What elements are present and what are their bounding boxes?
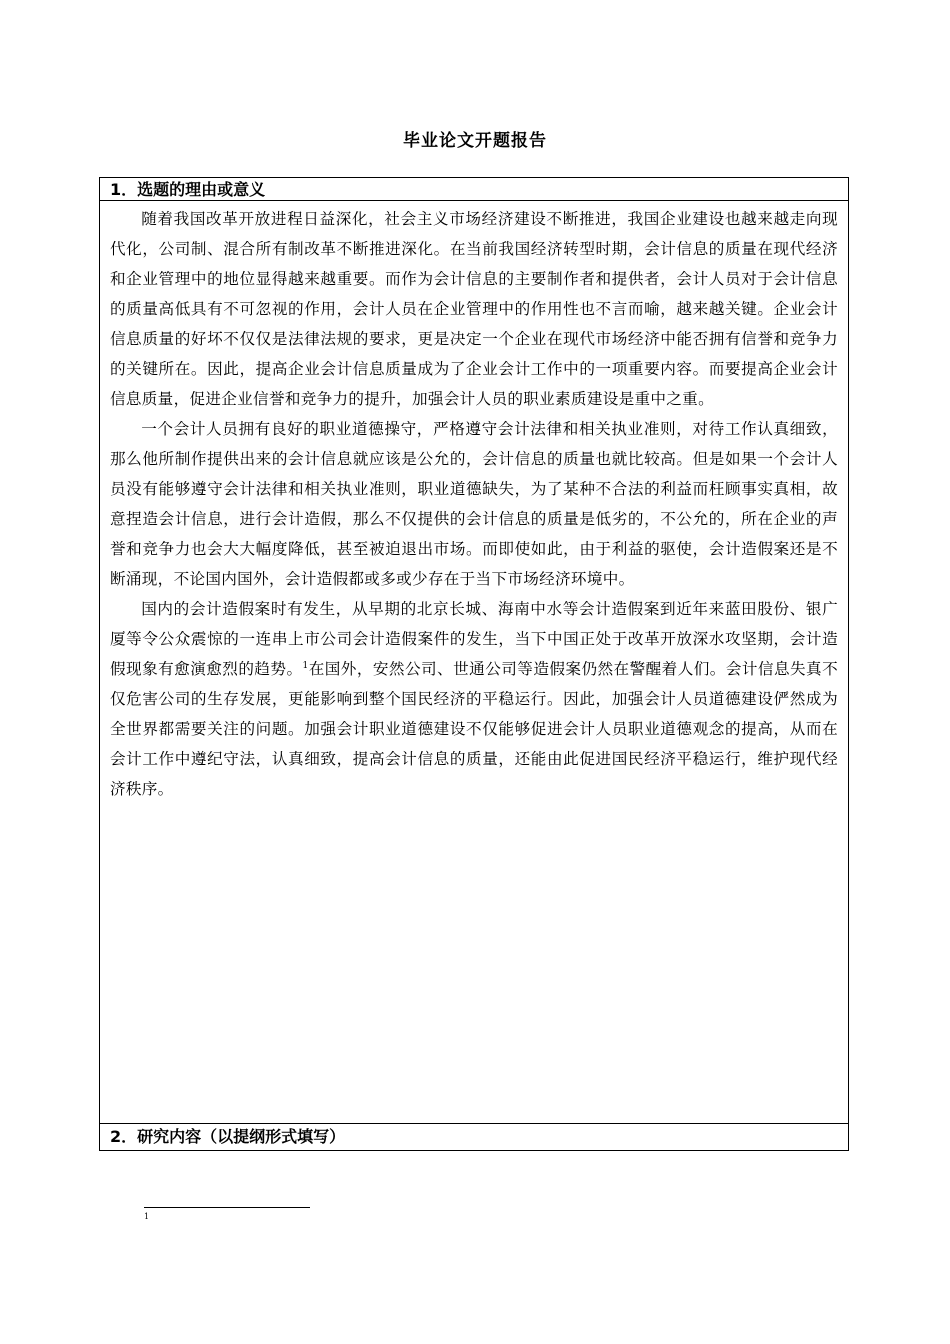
paragraph-3-text-b: 在国外，安然公司、世通公司等造假案仍然在警醒着人们。会计信息失真不仅危害公司的生存发展，更能影响到整个国民经济的平稳运行。因此，加强会计人员道德建设俨然成为全世界都需要关注的问题。加强会计职业道德建设不仅能够促进会计人员职业道德观念的提高，从而在会计工作中遵纪守法，认真细致，提高会计信息的质量，还能由此促进国民经济平稳运行，维护现代经济秩序。 (110, 660, 838, 798)
section-2-heading: 2．研究内容（以提纲形式填写） (110, 1127, 346, 1146)
report-table (99, 177, 849, 1151)
section-1-body (100, 201, 848, 1124)
footnote-number: 1 (144, 1212, 150, 1221)
paragraph-3-text-a: 国内的会计造假案时有发生，从早期的北京长城、海南中水等会计造假案到近年来蓝田股份、银广厦等令公众震惊的一连串上市公司会计造假案件的发生，当下中国正处于改革开放深水攻坚期，会计造假现象有愈演愈烈的趋势。 (110, 600, 838, 678)
section-1-heading: 1．选题的理由或意义 (100, 178, 848, 201)
paragraph-1: 随着我国改革开放进程日益深化，社会主义市场经济建设不断推进，我国企业建设也越来越走向现代化，公司制、混合所有制改革不断推进深化。在当前我国经济转型时期，会计信息的质量在现代经济和企业管理中的地位显得越来越重要。而作为会计信息的主要制作者和提供者，会计人员对于会计信息的质量高低具有不可忽视的作用，会计人员在企业管理中的作用性也不言而喻，越来越关键。企业会计信息质量的好坏不仅仅是法律法规的要求，更是决定一个企业在现代市场经济中能否拥有信誉和竞争力的关键所在。因此，提高企业会计信息质量成为了企业会计工作中的一项重要内容。而要提高企业会计信息质量，促进企业信誉和竞争力的提升，加强会计人员的职业素质建设是重中之重。 (110, 210, 838, 408)
page-title: 毕业论文开题报告 (403, 131, 547, 151)
footnote-separator (144, 1207, 310, 1208)
paragraph-2: 一个会计人员拥有良好的职业道德操守，严格遵守会计法律和相关执业准则，对待工作认真细致，那么他所制作提供出来的会计信息就应该是公允的，会计信息的质量也就比较高。但是如果一个会计人员没有能够遵守会计法律和相关执业准则，职业道德缺失，为了某种不合法的利益而枉顾事实真相，故意捏造会计信息，进行会计造假，那么不仅提供的会计信息的质量是低劣的，不公允的，所在企业的声誉和竞争力也会大大幅度降低，甚至被迫退出市场。而即使如此，由于利益的驱使，会计造假案还是不断涌现，不论国内国外，会计造假都或多或少存在于当下市场经济环境中。 (110, 420, 838, 588)
paragraph-3 (110, 594, 838, 804)
footnote-reference[interactable]: 1 (302, 660, 309, 671)
